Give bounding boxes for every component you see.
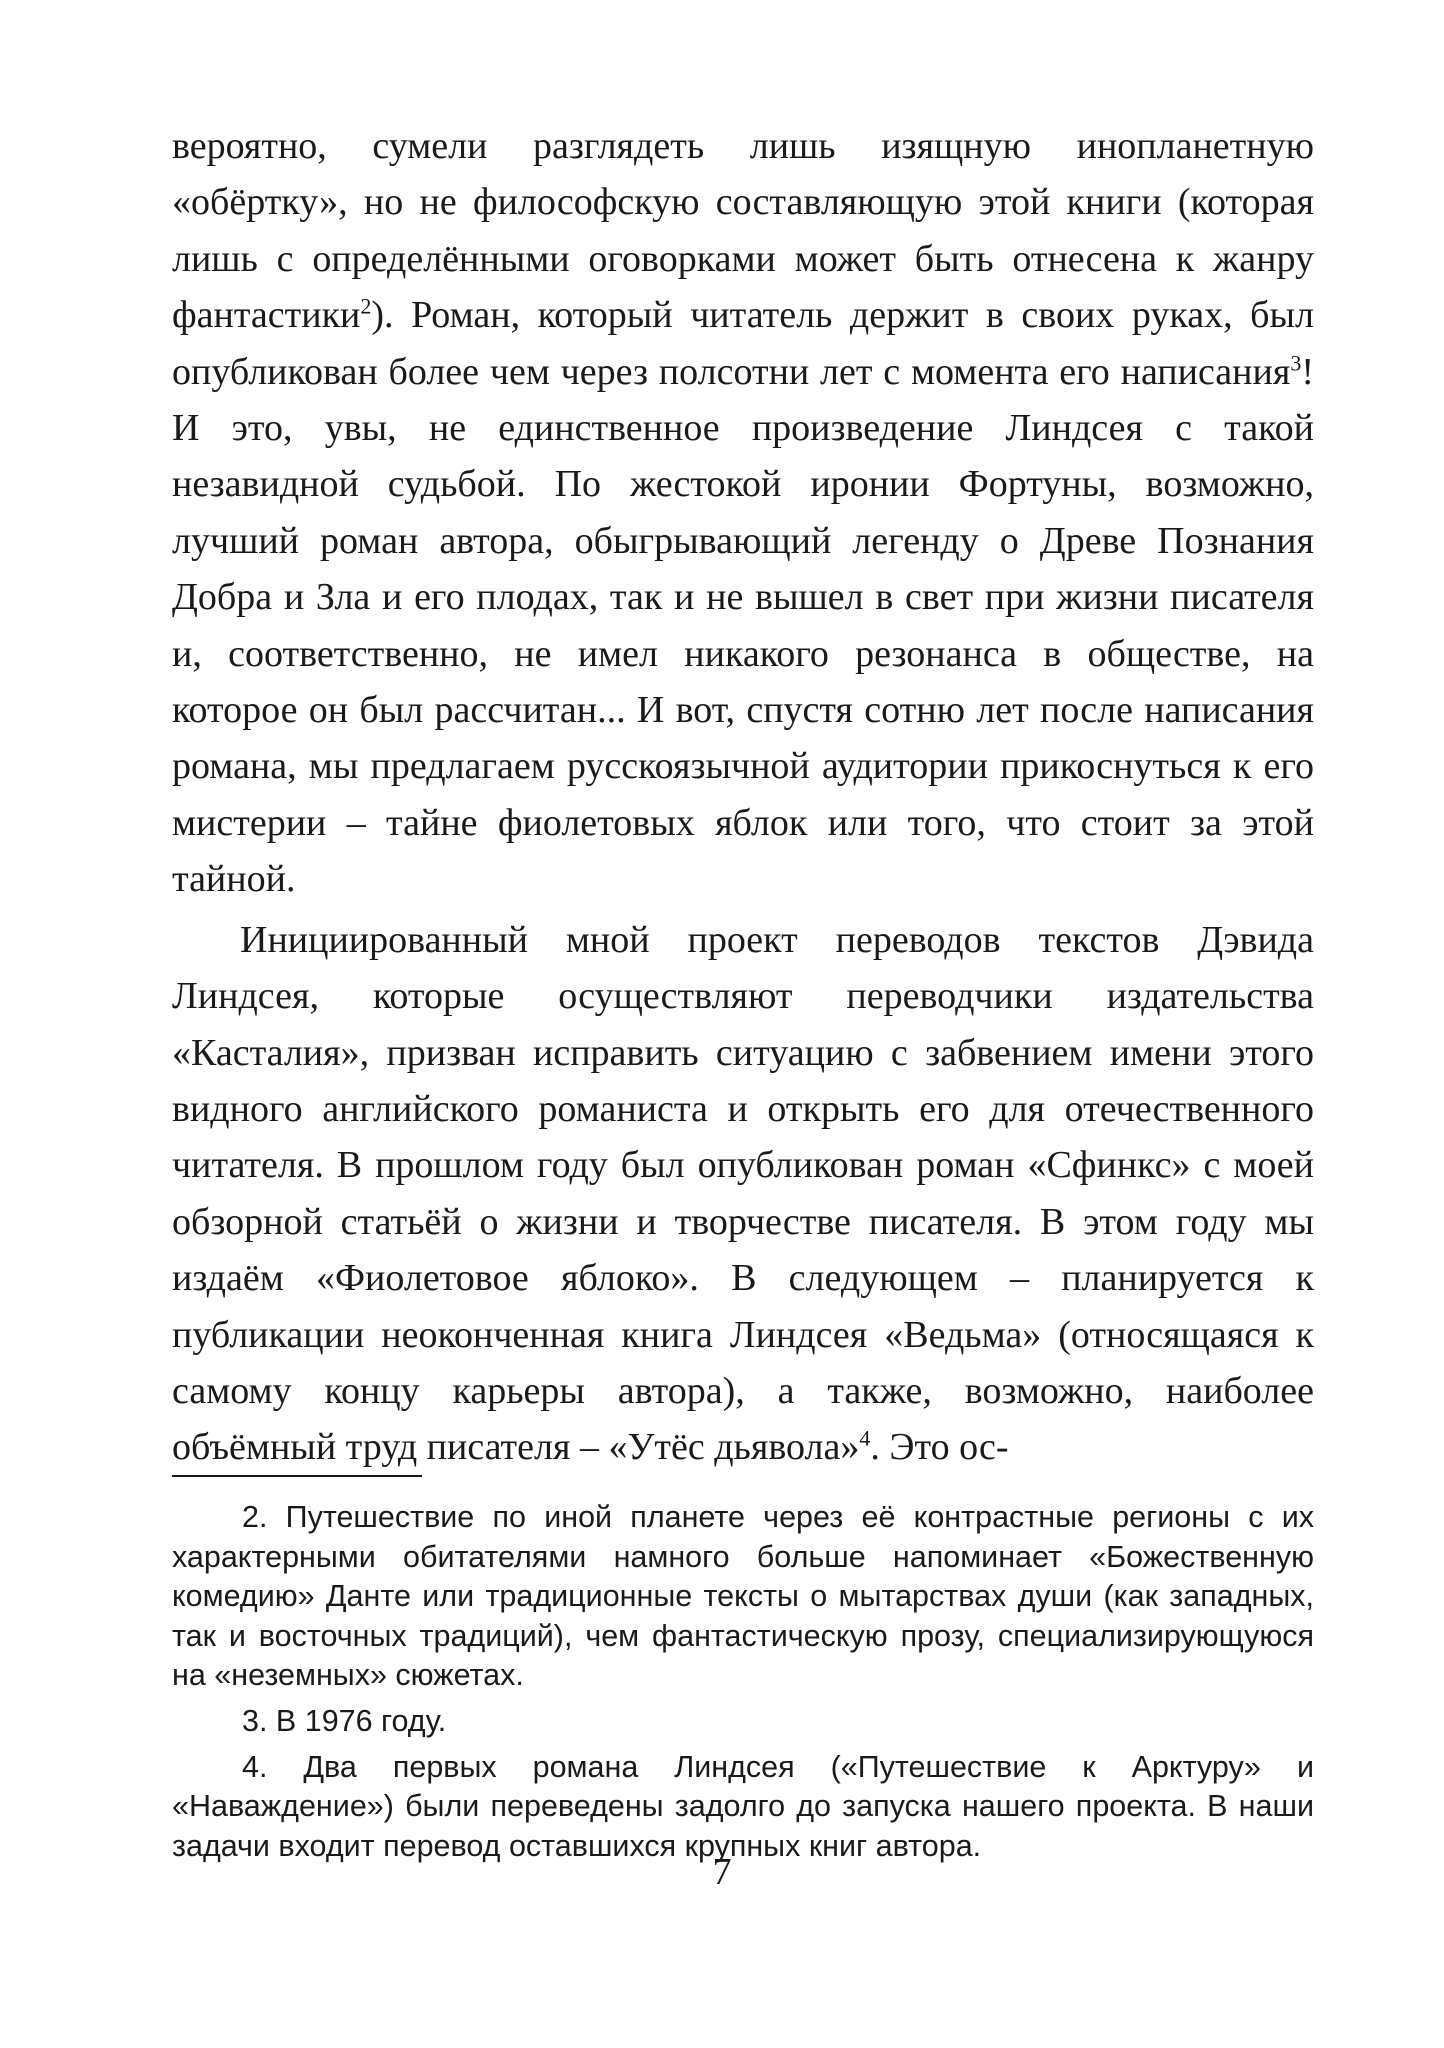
main-text bbox=[172, 118, 1314, 1476]
paragraph-1-text-b: ). Роман, который читатель держит в своих руках, был опубликован более чем через полсотни лет с момента его написания bbox=[172, 294, 1314, 393]
footnote-ref-4: 4 bbox=[859, 1425, 871, 1451]
paragraph-1-text-c: ! И это, увы, не единственное произведение Линдсея с такой незавидной судьбой. По жестокой иронии Фортуны, возможно, лучший роман автора, обыгрывающий легенду о Древе Познания Добра и Зла и его плодах, так и не вышел в свет при жизни писателя и, соответственно, не имел никакого резонанса в обществе, на которое он был рассчитан... И вот, спустя сотню лет после написания романа, мы предлагаем русскоязычной аудитории прикоснуться к его мистерии – тайне фиолетовых яблок или того, что стоит за этой тайной. bbox=[172, 350, 1314, 901]
footnote-3: 3. В 1976 году. bbox=[242, 1703, 447, 1738]
paragraph-1-text-a: вероятно, сумели разглядеть лишь изящную инопланетную «обёртку», но не философскую составляющую этой книги (которая лишь с определёнными оговорками может быть отнесена к жанру фантастики bbox=[172, 125, 1314, 337]
paragraph-2 bbox=[172, 912, 1314, 1476]
footnote-4: 4. Два первых романа Линдсея («Путешествие к Арктуру» и «Наваждение») были переведены задолго до запуска нашего проекта. В наши задачи входит перевод оставшихся крупных книг автора. bbox=[172, 1749, 1314, 1863]
page-number: 7 bbox=[712, 1851, 732, 1893]
paragraph-1 bbox=[172, 118, 1314, 908]
footnote-ref-2: 2 bbox=[360, 293, 372, 319]
footnote-divider bbox=[172, 1475, 422, 1477]
footnote-2: 2. Путешествие по иной планете через её контрастные регионы с их характерными обитателями намного больше напоминает «Божественную комедию» Данте или традиционные тексты о мытарствах души (как западных, так и восточных традиций), чем фантастическую прозу, специализирующуюся на «неземных» сюжетах. bbox=[172, 1500, 1314, 1693]
footnotes bbox=[172, 1498, 1314, 1872]
paragraph-2-text-a: Инициированный мной проект переводов текстов Дэвида Линдсея, которые осуществляют переводчики издательства «Касталия», призван исправить ситуацию с забвением имени этого видного английского романиста и открыть его для отечественного читателя. В прошлом году был опубликован роман «Сфинкс» с моей обзорной статьёй о жизни и творчестве писателя. В этом году мы издаём «Фиолетовое яблоко». В следующем – планируется к публикации неоконченная книга Линдсея «Ведьма» (относящаяся к самому концу карьеры автора), а также, возможно, наиболее объёмный труд писателя – «Утёс дьявола» bbox=[172, 918, 1314, 1469]
footnote-ref-3: 3 bbox=[1290, 349, 1302, 375]
paragraph-2-text-b: . Это ос- bbox=[870, 1426, 1009, 1469]
